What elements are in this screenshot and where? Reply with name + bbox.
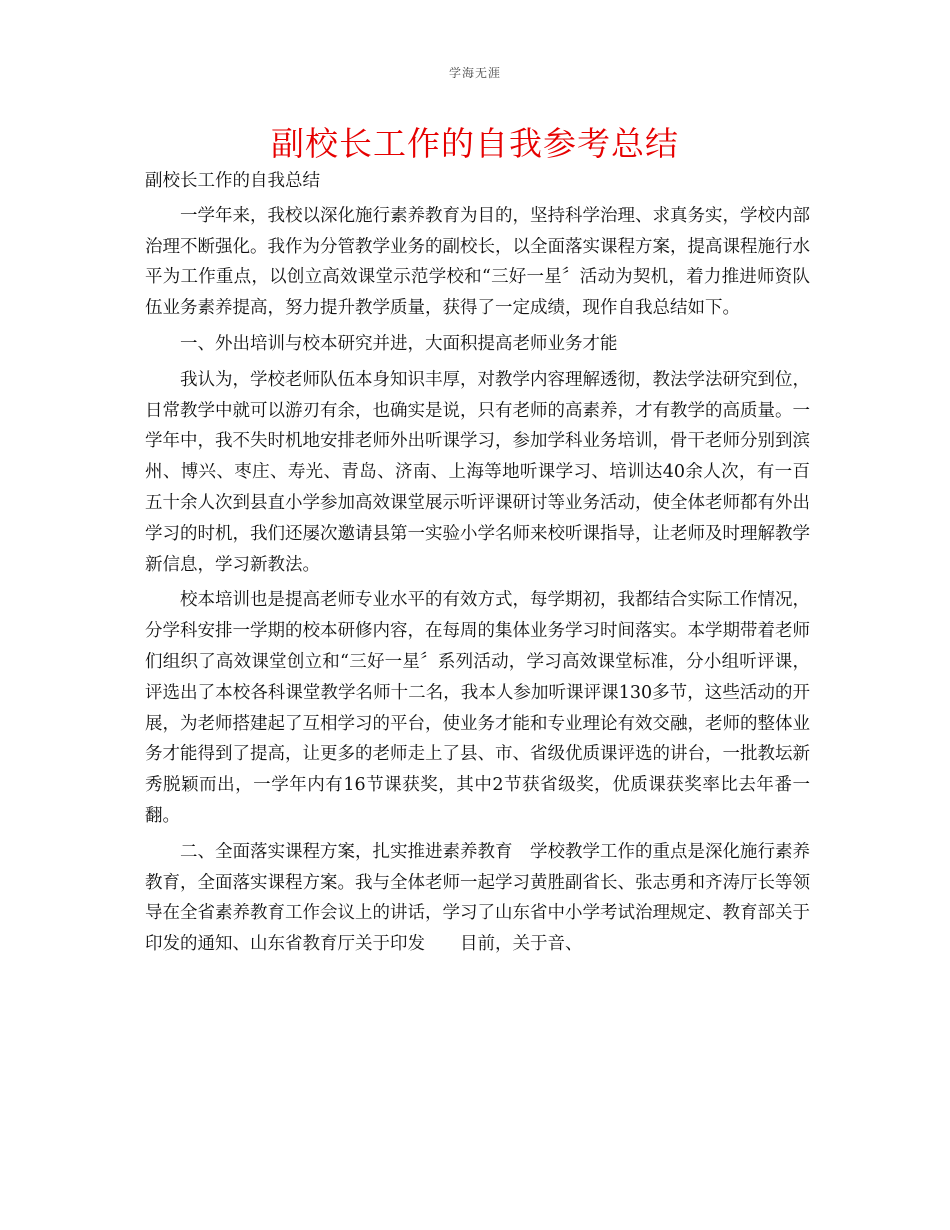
header-watermark: 学海无涯	[448, 66, 501, 80]
document-subtitle: 副校长工作的自我总结	[145, 171, 320, 191]
paragraph-training: 我认为，学校老师队伍本身知识丰厚，对教学内容理解透彻，教法学法研究到位，日常教学中就可以游刃有余，也确实是说，只有老师的高素养，才有教学的高质量。一学年中，我不失时机地安排老师外出听课学习，参加学科业务培训，骨干老师分别到滨州、博兴、枣庄、寿光、青岛、济南、上海等地听课学习、培训达40余人次，有一百五十余人次到县直小学参加高效课堂展示听评课研讨等业务活动，使全体老师都有外出学习的时机，我们还屡次邀请县第一实验小学名师来校听课指导，让老师及时理解教学新信息，学习新教法。	[145, 369, 810, 575]
paragraph-school-training: 校本培训也是提高老师专业水平的有效方式，每学期初，我都结合实际工作情况，分学科安排一学期的校本研修内容，在每周的集体业务学习时间落实。本学期带着老师们组织了高效课堂创立和“三好一星〞系列活动，学习高效课堂标准，分小组听评课，评选出了本校各科课堂教学名师十二名，我本人参加听课评课130多节，这些活动的开展，为老师搭建起了互相学习的平台，使业务才能和专业理论有效交融，老师的整体业务才能得到了提高，让更多的老师走上了县、市、省级优质课评选的讲台，一批教坛新秀脱颖而出，一学年内有16节课获奖，其中2节获省级奖，优质课获奖率比去年番一翻。	[145, 590, 810, 826]
document-title: 副校长工作的自我参考总结	[271, 124, 679, 163]
paragraph-intro: 一学年来，我校以深化施行素养教育为目的，坚持科学治理、求真务实，学校内部治理不断强化。我作为分管教学业务的副校长，以全面落实课程方案，提高课程施行水平为工作重点，以创立高效课堂示范学校和“三好一星〞活动为契机，着力推进师资队伍业务素养提高，努力提升教学质量，获得了一定成绩，现作自我总结如下。	[145, 205, 810, 319]
paragraph-curriculum: 二、全面落实课程方案，扎实推进素养教育 学校教学工作的重点是深化施行素养教育，全面落实课程方案。我与全体老师一起学习黄胜副省长、张志勇和齐涛厅长等领导在全省素养教育工作会议上的讲话，学习了山东省中小学考试治理规定、教育部关于印发的通知、山东省教育厅关于印发 目前，关于音、	[145, 841, 810, 955]
section-heading-1: 一、外出培训与校本研究并进，大面积提高老师业务才能	[180, 333, 618, 354]
document-body	[145, 166, 810, 965]
